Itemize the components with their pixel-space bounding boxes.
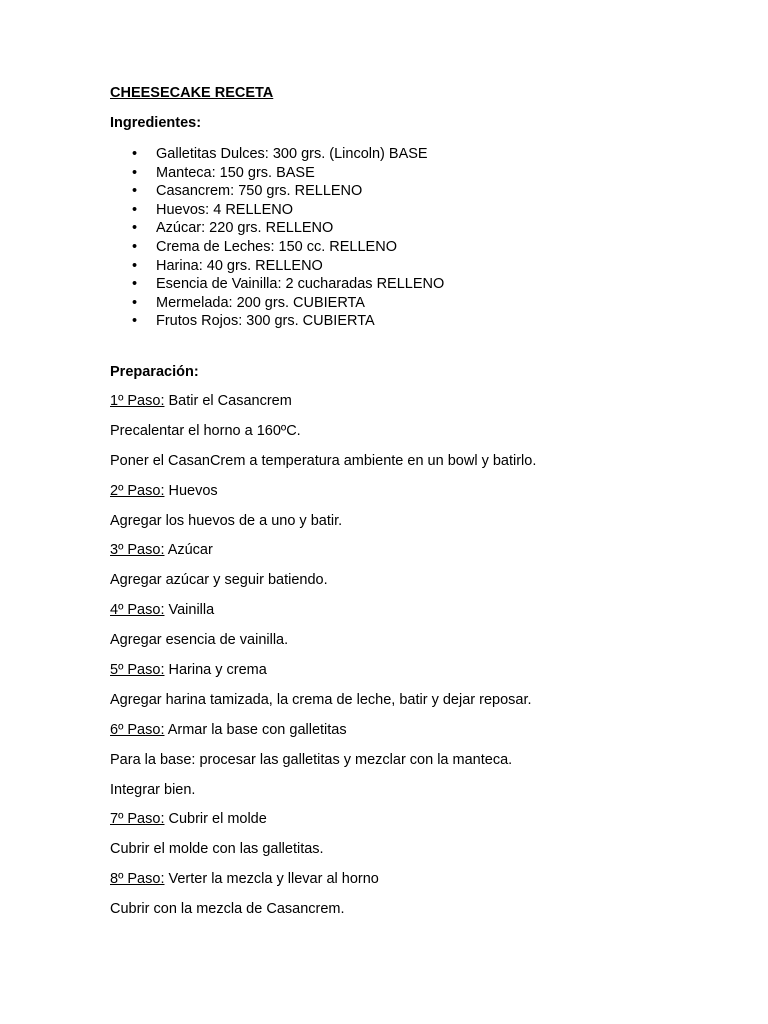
- ingredient-item: [110, 164, 710, 183]
- document-title: CHEESECAKE RECETA: [110, 85, 274, 101]
- ingredient-item: [110, 201, 710, 220]
- step-instruction: Precalentar el horno a 160ºC.: [110, 422, 301, 439]
- ingredient-text: Manteca: 150 grs. BASE: [156, 164, 315, 181]
- step-instruction: Agregar los huevos de a uno y batir.: [110, 512, 343, 529]
- step-label: 6º Paso:: [110, 721, 165, 738]
- preparation-heading: Preparación:: [110, 363, 199, 380]
- step-title: Batir el Casancrem: [164, 392, 292, 409]
- step-header: [110, 601, 710, 619]
- bullet-icon: •: [132, 238, 138, 255]
- step-instruction: Agregar esencia de vainilla.: [110, 632, 289, 649]
- ingredient-item: [110, 312, 710, 331]
- step-title: Azúcar: [164, 542, 213, 559]
- step-header: [110, 392, 710, 410]
- ingredients-heading: Ingredientes:: [110, 115, 202, 131]
- bullet-icon: •: [132, 313, 138, 330]
- ingredient-item: [110, 182, 710, 201]
- ingredients-list: [110, 145, 710, 331]
- step-header: [110, 721, 710, 739]
- ingredient-text: Galletitas Dulces: 300 grs. (Lincoln) BASE: [156, 146, 428, 162]
- step-title: Harina y crema: [164, 661, 267, 678]
- step-instruction: Agregar harina tamizada, la crema de leche, batir y dejar reposar.: [110, 691, 532, 708]
- step-title: Verter la mezcla y llevar al horno: [164, 871, 379, 888]
- ingredient-text: Harina: 40 grs. RELLENO: [156, 257, 323, 274]
- recipe-document: [110, 84, 710, 930]
- bullet-icon: •: [132, 276, 138, 293]
- ingredient-item: [110, 257, 710, 276]
- step-header: [110, 870, 710, 888]
- step-label: 2º Paso:: [110, 482, 165, 499]
- ingredient-text: Casancrem: 750 grs. RELLENO: [156, 183, 363, 200]
- step-instruction: Poner el CasanCrem a temperatura ambiente en un bowl y batirlo.: [110, 452, 537, 469]
- ingredient-item: [110, 238, 710, 257]
- ingredient-item: [110, 275, 710, 294]
- step-title: Huevos: [164, 482, 218, 499]
- ingredient-text: Frutos Rojos: 300 grs. CUBIERTA: [156, 313, 375, 330]
- step-instruction: Agregar azúcar y seguir batiendo.: [110, 572, 328, 589]
- step-title: Vainilla: [164, 602, 215, 619]
- ingredient-item: [110, 219, 710, 238]
- ingredient-item: [110, 294, 710, 313]
- ingredient-text: Azúcar: 220 grs. RELLENO: [156, 220, 334, 237]
- bullet-icon: •: [132, 220, 138, 237]
- preparation-steps: [110, 392, 710, 918]
- step-instruction: Para la base: procesar las galletitas y mezclar con la manteca.: [110, 751, 513, 768]
- step-header: [110, 482, 710, 500]
- bullet-icon: •: [132, 146, 138, 162]
- step-label: 4º Paso:: [110, 602, 165, 619]
- bullet-icon: •: [132, 257, 138, 274]
- step-header: [110, 541, 710, 559]
- step-instruction: Cubrir el molde con las galletitas.: [110, 841, 324, 858]
- step-instruction: Integrar bien.: [110, 781, 196, 798]
- step-header: [110, 810, 710, 828]
- step-label: 5º Paso:: [110, 661, 165, 678]
- bullet-icon: •: [132, 164, 138, 181]
- step-label: 1º Paso:: [110, 392, 165, 409]
- ingredient-text: Huevos: 4 RELLENO: [156, 201, 294, 218]
- step-title: Armar la base con galletitas: [164, 721, 347, 738]
- ingredient-text: Mermelada: 200 grs. CUBIERTA: [156, 294, 365, 311]
- ingredient-text: Crema de Leches: 150 cc. RELLENO: [156, 238, 397, 255]
- bullet-icon: •: [132, 201, 138, 218]
- bullet-icon: •: [132, 294, 138, 311]
- step-label: 8º Paso:: [110, 871, 165, 888]
- step-title: Cubrir el molde: [164, 811, 267, 828]
- step-label: 3º Paso:: [110, 542, 165, 559]
- ingredient-item: [110, 145, 710, 164]
- step-header: [110, 661, 710, 679]
- step-instruction: Cubrir con la mezcla de Casancrem.: [110, 901, 345, 918]
- bullet-icon: •: [132, 183, 138, 200]
- ingredient-text: Esencia de Vainilla: 2 cucharadas RELLENO: [156, 276, 445, 293]
- step-label: 7º Paso:: [110, 811, 165, 828]
